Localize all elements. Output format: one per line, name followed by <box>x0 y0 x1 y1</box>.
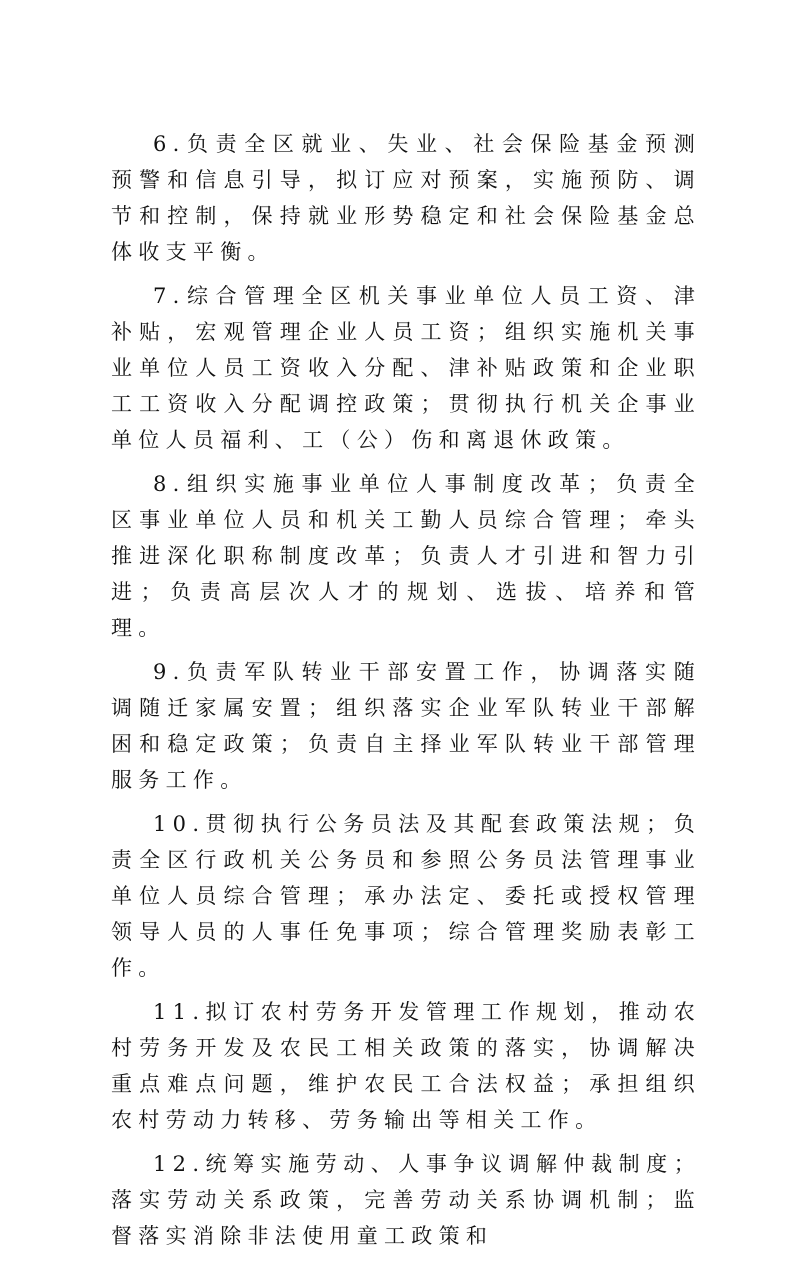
paragraph-item-8: 8.组织实施事业单位人事制度改革；负责全区事业单位人员和机关工勤人员综合管理；牵头推进深化职称制度改革；负责人才引进和智力引进；负责高层次人才的规划、选拔、培养和管理。 <box>111 472 701 640</box>
document-body <box>111 126 701 1262</box>
paragraph-item-11: 11.拟订农村劳务开发管理工作规划，推动农村劳务开发及农民工相关政策的落实，协调解决重点难点问题，维护农民工合法权益；承担组织农村劳动力转移、劳务输出等相关工作。 <box>111 1000 701 1132</box>
paragraph-item-12: 12.统筹实施劳动、人事争议调解仲裁制度；落实劳动关系政策，完善劳动关系协调机制；监督落实消除非法使用童工政策和 <box>111 1152 701 1248</box>
paragraph-item-10: 10.贯彻执行公务员法及其配套政策法规；负责全区行政机关公务员和参照公务员法管理事业单位人员综合管理；承办法定、委托或授权管理领导人员的人事任免事项；综合管理奖励表彰工作。 <box>111 812 701 980</box>
paragraph-item-6: 6.负责全区就业、失业、社会保险基金预测预警和信息引导，拟订应对预案，实施预防、调节和控制，保持就业形势稳定和社会保险基金总体收支平衡。 <box>111 132 701 264</box>
paragraph-item-7: 7.综合管理全区机关事业单位人员工资、津补贴，宏观管理企业人员工资；组织实施机关事业单位人员工资收入分配、津补贴政策和企业职工工资收入分配调控政策；贯彻执行机关企事业单位人员福利、工（公）伤和离退休政策。 <box>111 284 701 452</box>
paragraph-item-9: 9.负责军队转业干部安置工作，协调落实随调随迁家属安置；组织落实企业军队转业干部解困和稳定政策；负责自主择业军队转业干部管理服务工作。 <box>111 660 701 792</box>
